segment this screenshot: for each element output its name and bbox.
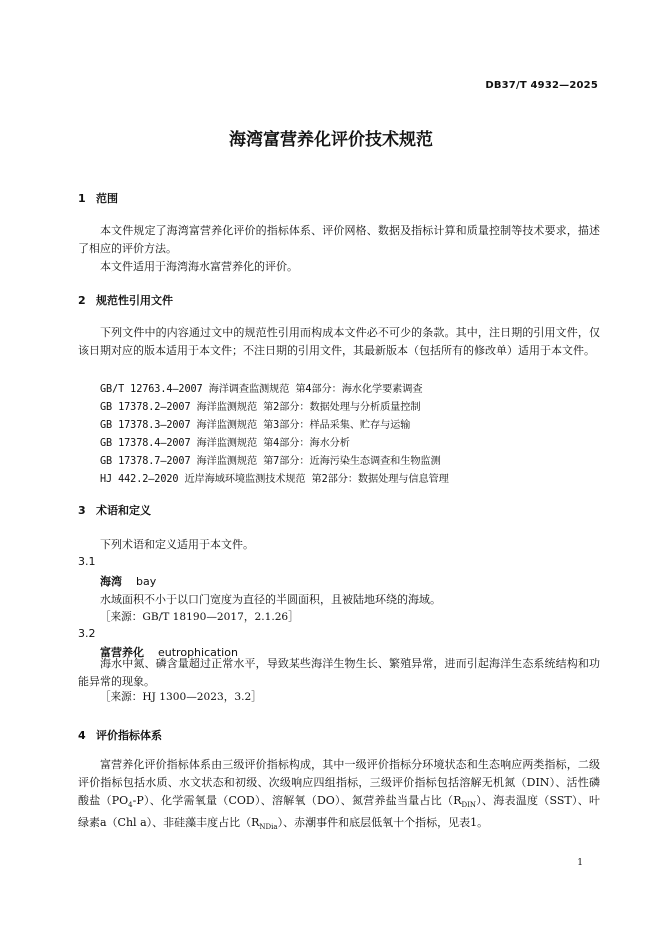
section-number: 4: [78, 729, 86, 742]
term-source: ［来源：HJ 1300—2023，3.2］: [100, 691, 262, 703]
reference-item: GB 17378.2—2007 海洋监测规范 第2部分：数据处理与分析质量控制: [100, 402, 421, 413]
paragraph: 下列文件中的内容通过文中的规范性引用而构成本文件必不可少的条款。其中，注日期的引用文件，仅该日期对应的版本适用于本文件；不注日期的引用文件，其最新版本（包括所有的修改单）适用于本文件。: [78, 326, 600, 357]
section-title: 评价指标体系: [96, 729, 162, 742]
term-zh: 海湾: [100, 575, 122, 588]
term-definition: 水域面积不小于以口门宽度为直径的半圆面积，且被陆地环绕的海域。: [100, 593, 441, 606]
term-source: ［来源：GB/T 18190—2017，2.1.26］: [100, 611, 299, 623]
section-1-heading: [78, 190, 118, 206]
term-definition: 海水中氮、磷含量超过正常水平，导致某些海洋生物生长、繁殖异常，进而引起海洋生态系统结构和功能异常的现象。: [78, 657, 600, 688]
reference-item: GB/T 12763.4—2007 海洋调查监测规范 第4部分：海水化学要素调查: [100, 384, 423, 395]
page-title: 海湾富营养化评价技术规范: [229, 130, 433, 150]
paragraph: 本文件规定了海湾富营养化评价的指标体系、评价网格、数据及指标计算和质量控制等技术要求，描述了相应的评价方法。: [78, 224, 600, 255]
term-en: bay: [136, 575, 157, 588]
term-number: 3.1: [78, 555, 96, 568]
page-number: 1: [577, 858, 583, 868]
reference-item: GB 17378.7—2007 海洋监测规范 第7部分：近海污染生态调查和生物监测: [100, 456, 441, 467]
paragraph: 下列术语和定义适用于本文件。: [100, 538, 254, 551]
term-en: eutrophication: [158, 646, 238, 659]
section-title: 术语和定义: [96, 504, 151, 517]
section-number: 3: [78, 504, 86, 517]
reference-item: HJ 442.2—2020 近岸海域环境监测技术规范 第2部分：数据处理与信息管理: [100, 474, 449, 485]
document-code: DB37/T 4932—2025: [485, 80, 598, 91]
paragraph: 富营养化评价指标体系由三级评价指标构成，其中一级评价指标分环境状态和生态响应两类指标，二级评价指标包括水质、水文状态和初级、次级响应四组指标，三级评价指标包括溶解无机氮（DIN）、活性磷酸盐$(PO_4-P)$、化学需氧量（COD）、溶解氧（DO）、氮营养盐当量占比$(R_{DIN})$、海表温度（SST）、叶绿素a（Chl a）、非硅藻丰度占比$(R_{NDia})$、赤潮事件和底层低氧十个指标，见表1。: [78, 758, 600, 832]
term-title: [100, 573, 156, 589]
section-2-heading: [78, 292, 173, 308]
section-title: 规范性引用文件: [96, 294, 173, 307]
term-number: 3.2: [78, 627, 96, 640]
term-zh: 富营养化: [100, 646, 144, 659]
section-4-heading: [78, 727, 162, 743]
reference-item: GB 17378.3—2007 海洋监测规范 第3部分：样品采集、贮存与运输: [100, 420, 411, 431]
section-title: 范围: [96, 192, 118, 205]
section-number: 1: [78, 192, 86, 205]
section-3-heading: [78, 502, 151, 518]
section-number: 2: [78, 294, 86, 307]
paragraph: 本文件适用于海湾海水富营养化的评价。: [100, 260, 298, 273]
reference-item: GB 17378.4—2007 海洋监测规范 第4部分：海水分析: [100, 438, 350, 449]
